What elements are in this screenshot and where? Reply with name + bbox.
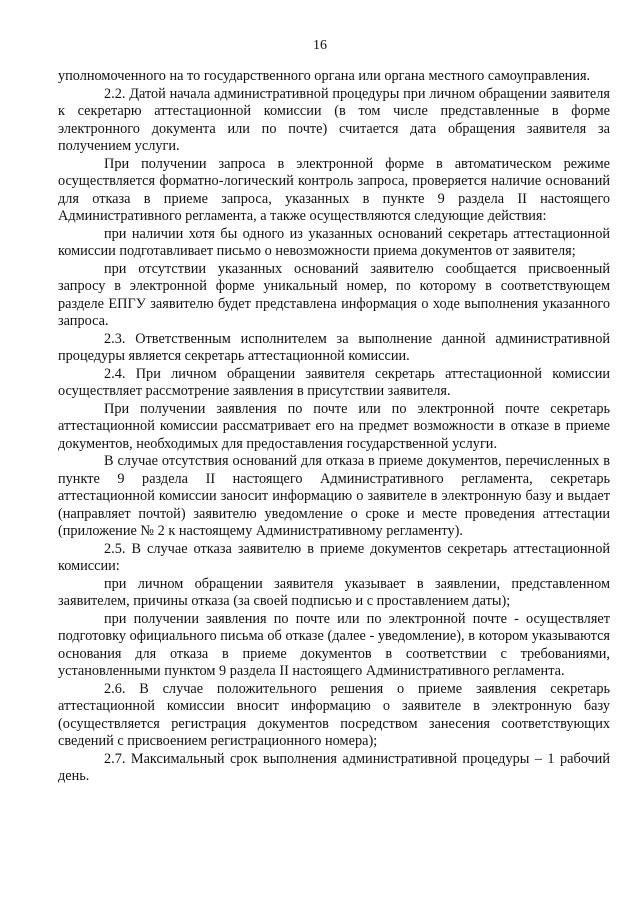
paragraph-no-grounds: В случае отсутствия оснований для отказа в приеме документов, перечисленных в пункте 9 раздела II настоящего Административного регламента, секретарь аттестационной комиссии заносит информацию о заявителе в электронную базу и выдает (направляет почтой) заявителю уведомление о сроке и месте проведения аттестации (приложение № 2 к настоящему Административному регламенту).	[58, 453, 610, 539]
paragraph-personal-refusal: при личном обращении заявителя указывает в заявлении, представленном заявителем, причины отказа (за своей подписью и с проставлением даты);	[58, 575, 610, 609]
paragraph-2-4: 2.4. При личном обращении заявителя секретарь аттестационной комиссии осуществляет рассмотрение заявления в присутствии заявителя.	[58, 365, 610, 399]
paragraph-2-7: 2.7. Максимальный срок выполнения административной процедуры – 1 рабочий день.	[58, 750, 610, 784]
paragraph-continuation: уполномоченного на то государственного органа или органа местного самоуправления.	[58, 68, 591, 84]
paragraph-mail-application: При получении заявления по почте или по электронной почте секретарь аттестационной комиссии рассматривает его на предмет возможности в отказе в приеме документов, необходимых для предоставления государственной услуги.	[58, 400, 610, 452]
paragraph-2-6: 2.6. В случае положительного решения о приеме заявления секретарь аттестационной комиссии вносит информацию о заявителе в электронную базу (осуществляется регистрация документов посредством занесения соответствующих сведений с присвоением регистрационного номера);	[58, 680, 610, 749]
paragraph-2-5: 2.5. В случае отказа заявителю в приеме документов секретарь аттестационной комиссии:	[58, 540, 610, 574]
paragraph-mail-refusal: при получении заявления по почте или по электронной почте - осуществляет подготовку официального письма об отказе (далее - уведомление), в котором указываются основания для отказа в приеме документов в соответствии с требованиями, установленными пунктом 9 раздела II настоящего Административного регламента.	[58, 610, 610, 679]
paragraph-grounds-present: при наличии хотя бы одного из указанных оснований секретарь аттестационной комиссии подготавливает письмо о невозможности приема документов от заявителя;	[58, 225, 610, 259]
paragraph-electronic-request: При получении запроса в электронной форме в автоматическом режиме осуществляется форматно-логический контроль запроса, проверяется наличие оснований для отказа в приеме запроса, указанных в пункте 9 раздела II настоящего Административного регламента, а также осуществляются следующие действия:	[58, 155, 610, 224]
document-body	[58, 68, 610, 786]
paragraph-2-3: 2.3. Ответственным исполнителем за выполнение данной административной процедуры является секретарь аттестационной комиссии.	[58, 330, 610, 364]
paragraph-2-2: 2.2. Датой начала административной процедуры при личном обращении заявителя к секретарю аттестационной комиссии (в том числе представленные в форме электронного документа или по почте) считается дата обращения заявителя за получением услуги.	[58, 85, 610, 154]
page-number: 16	[313, 38, 327, 53]
paragraph-grounds-absent: при отсутствии указанных оснований заявителю сообщается присвоенный запросу в электронной форме уникальный номер, по которому в соответствующем разделе ЕПГУ заявителю будет представлена информация о ходе выполнения указанного запроса.	[58, 260, 610, 329]
